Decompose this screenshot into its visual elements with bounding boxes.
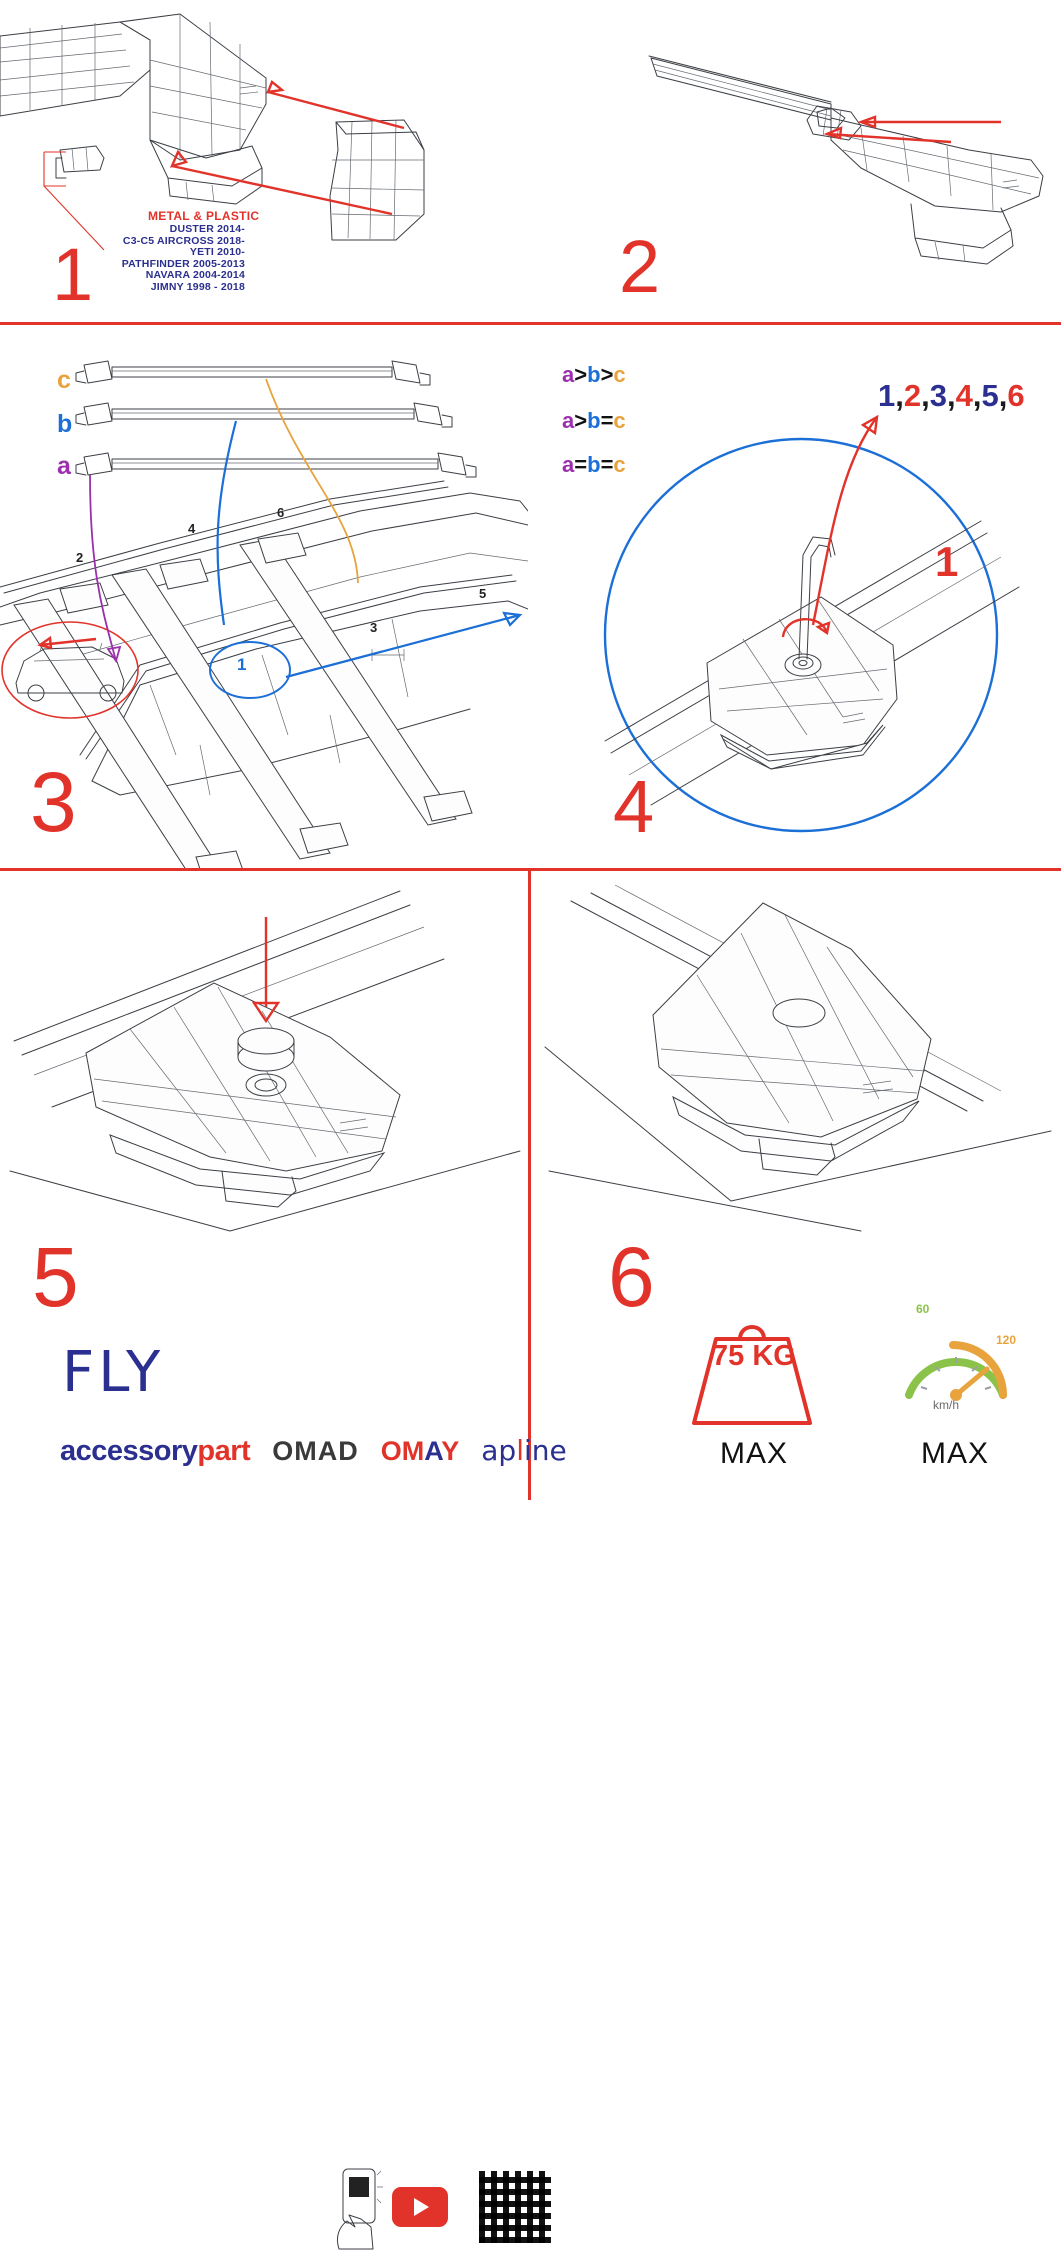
equation-3: a=b=c [562,452,626,477]
vehicle-item: DUSTER 2014- [169,223,245,235]
step-2-illustration [531,0,1061,322]
brand-accessorypart: accessorypart [60,1435,251,1467]
vehicle-item: JIMNY 1998 - 2018 [150,280,245,293]
callout-number-1: 1 [237,655,247,674]
max-load-value: 75 KG [712,1340,796,1372]
qr-code-icon[interactable] [479,2171,551,2243]
bar-label-b: b [57,410,73,438]
panel-step-2 [531,0,1061,322]
panel-step-5 [0,871,528,1500]
sequence-item-3: 3 [929,378,947,413]
equation-1: a>b>c [562,362,626,387]
vehicle-item: C3-C5 AIRCROSS 2018- [122,234,245,247]
vehicle-compatibility-list [0,224,245,293]
step-6-illustration [531,871,1061,1271]
mount-point-number-6: 6 [277,505,285,520]
step-number-3: 3 [30,755,77,849]
gauge-tick-120: 120 [996,1333,1017,1347]
mount-point-number-5: 5 [479,586,487,601]
step-3-illustration [0,325,528,868]
sequence-item-6: 6 [1007,378,1025,413]
sequence-item-1: 1 [878,378,896,413]
mount-point-number-3: 3 [370,620,378,635]
bar-a [76,453,476,477]
mount-point-number-4: 4 [188,521,196,536]
mount-point-number-2: 2 [76,550,84,565]
gauge-tick-60: 60 [916,1302,930,1316]
step-number-4: 4 [613,765,655,848]
youtube-icon[interactable] [392,2187,448,2227]
vehicle-item: PATHFINDER 2005-2013 [121,257,245,270]
brand-omay: OMAY [380,1436,460,1466]
bar-label-c: c [57,366,71,394]
step-number-2: 2 [619,225,661,308]
sequence-item-5: 5 [981,378,999,413]
step-number-5: 5 [32,1230,79,1324]
brand-row [60,1434,580,1474]
speed-unit-label: km/h [933,1398,960,1412]
bar-b [76,403,452,427]
equation-2: a>b=c [562,408,626,433]
bar-c [76,361,430,385]
bar-label-a: a [57,452,71,480]
panel-step-6 [531,871,1061,1500]
vehicle-item: NAVARA 2004-2014 [145,269,245,281]
panel-step-3 [0,325,528,868]
brand-omad: OMAD [272,1436,359,1466]
step-number-6: 6 [608,1230,655,1324]
brand-fly-logo: FLY [62,1340,165,1405]
vehicle-item: YETI 2010- [189,246,245,258]
sequence-item-4: 4 [955,378,973,413]
material-note: METAL & PLASTIC [148,209,260,223]
brand-apline: apline [481,1434,567,1467]
sequence-item-2: 2 [903,378,922,413]
max-load-label: MAX [720,1437,789,1470]
scan-phone-icon [333,2167,383,2253]
step-5-illustration [0,871,528,1271]
step-number-1: 1 [52,233,94,316]
tightening-sequence: 1,2,3,4,5,6 [878,378,1025,413]
max-speed-label: MAX [921,1437,990,1470]
callout-number-1-step4: 1 [935,538,959,585]
